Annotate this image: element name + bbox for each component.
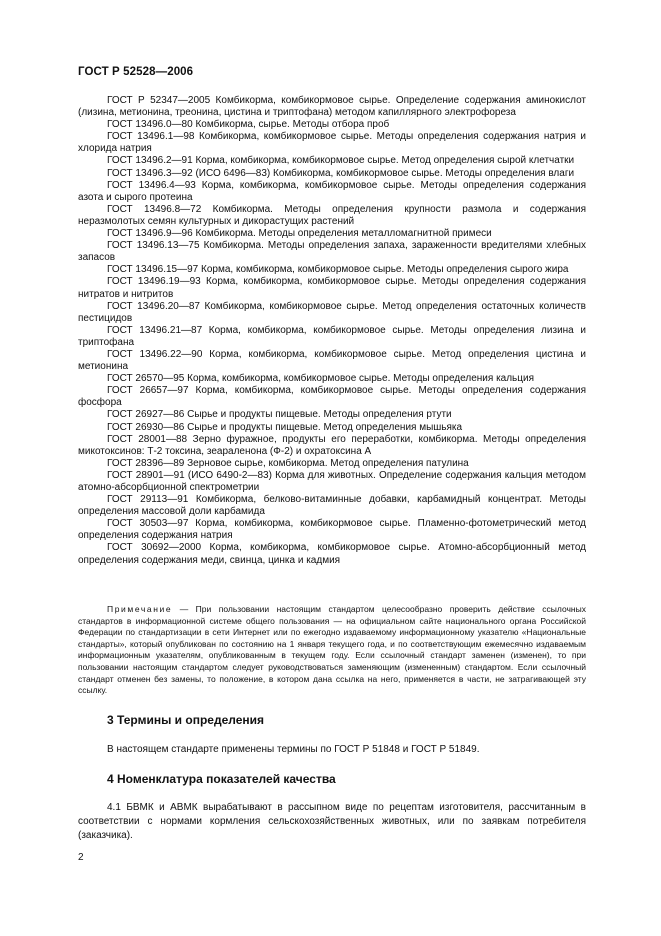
reference-item: ГОСТ 13496.8—72 Комбикорма. Методы определения крупности размола и содержания неразмолотых семян культурных и дикорастущих растений [78, 203, 586, 227]
reference-item: ГОСТ 13496.21—87 Корма, комбикорма, комбикормовое сырье. Методы определения лизина и триптофана [78, 324, 586, 348]
page-number: 2 [78, 852, 84, 863]
paragraph: В настоящем стандарте применены термины по ГОСТ Р 51848 и ГОСТ Р 51849. [107, 744, 480, 755]
note-label: Примечание [107, 604, 173, 614]
reference-item: ГОСТ 13496.13—75 Комбикорма. Методы определения запаха, зараженности вредителями хлебных запасов [78, 240, 586, 264]
note-block [78, 604, 586, 697]
reference-item: ГОСТ 29113—91 Комбикорма, белково-витаминные добавки, карбамидный концентрат. Методы определения массовой доли карбамида [78, 494, 586, 518]
reference-item: ГОСТ 13496.2—91 Корма, комбикорма, комбикормовое сырье. Метод определения сырой клетчатки [107, 155, 575, 167]
reference-item: ГОСТ 26930—86 Сырье и продукты пищевые. Метод определения мышьяка [107, 421, 463, 433]
reference-item: ГОСТ 30503—97 Корма, комбикорма, комбикормовое сырье. Пламенно-фотометрический метод определения содержания натрия [78, 518, 586, 542]
section-heading-quality: 4 Номенклатура показателей качества [107, 772, 336, 786]
reference-item: ГОСТ 26927—86 Сырье и продукты пищевые. Методы определения ртути [107, 409, 452, 421]
reference-item: ГОСТ 13496.22—90 Корма, комбикорма, комбикормовое сырье. Метод определения цистина и метионина [78, 348, 586, 373]
reference-item: ГОСТ 28001—88 Зерно фуражное, продукты его переработки, комбикорма. Методы определения микотоксинов: Т-2 токсина, зеараленона (Ф-2) и охратоксина А [78, 433, 586, 457]
reference-item: ГОСТ 28396—89 Зерновое сырье, комбикорма. Метод определения патулина [107, 457, 469, 469]
reference-item: ГОСТ 13496.20—87 Комбикорма, комбикормовое сырье. Метод определения остаточных количеств пестицидов [78, 300, 586, 324]
page-header: ГОСТ Р 52528—2006 [78, 66, 194, 78]
reference-item: ГОСТ 28901—91 (ИСО 6490-2—83) Корма для животных. Определение содержания кальция методом атомно-абсорбционной спектрометрии [78, 469, 586, 493]
reference-item: ГОСТ 26570—95 Корма, комбикорма, комбикормовое сырье. Методы определения кальция [107, 373, 534, 385]
reference-item: ГОСТ 13496.19—93 Корма, комбикорма, комбикормовое сырье. Методы определения содержания нитратов и нитритов [78, 276, 586, 300]
note-text: — При пользовании настоящим стандартом целесообразно проверить действие ссылочных стандартов в информационной системе общего пользования — на официальном сайте национального органа Российской Федерации по стандартизации в сети Интернет или по ежегодно издаваемому информационному указателю «Национальные стандарты», который опубликован по состоянию на 1 января текущего года, и по соответствующим ежемесячно издаваемым информационным указателям, опубликованным в текущем году. Если ссылочный стандарт заменен (изменен), то при пользовании настоящим стандартом следует руководствоваться заменяющим (измененным) стандартом. Если ссылочный стандарт отменен без замены, то положение, в котором дана ссылка на него, применяется в части, не затрагивающей эту ссылку. [78, 604, 586, 696]
reference-item: ГОСТ 13496.3—92 (ИСО 6496—83) Комбикорма, комбикормовое сырье. Методы определения влаги [107, 167, 575, 179]
section-quality-body [78, 801, 586, 842]
reference-item: ГОСТ 26657—97 Корма, комбикорма, комбикормовое сырье. Методы определения содержания фосфора [78, 385, 586, 409]
section-heading-terms: 3 Термины и определения [107, 713, 265, 727]
reference-item: ГОСТ 13496.0—80 Комбикорма, сырье. Методы отбора проб [107, 119, 390, 131]
normative-references-list [78, 95, 586, 567]
reference-item: ГОСТ 13496.1—98 Комбикорма, комбикормовое сырье. Методы определения содержания натрия и хлорида натрия [78, 131, 586, 155]
reference-item: ГОСТ 13496.4—93 Корма, комбикорма, комбикормовое сырье. Методы определения содержания азота и сырого протеина [78, 179, 586, 203]
reference-item: ГОСТ 13496.9—96 Комбикорма. Методы определения металломагнитной примеси [107, 228, 492, 240]
paragraph: 4.1 БВМК и АВМК вырабатывают в рассыпном виде по рецептам изготовителя, рассчитанным в соответствии с нормами кормления сельскохозяйственных животных, или по заявкам потребителя (заказчика). [78, 802, 586, 841]
reference-item: ГОСТ 30692—2000 Корма, комбикорма, комбикормовое сырье. Атомно-абсорбционный метод определения содержания меди, свинца, цинка и кадмия [78, 542, 586, 566]
reference-item: ГОСТ Р 52347—2005 Комбикорма, комбикормовое сырье. Определение содержания аминокислот (лизина, метионина, треонина, цистина и триптофана) методом капиллярного электрофореза [78, 95, 586, 119]
section-terms-body [78, 744, 586, 756]
reference-item: ГОСТ 13496.15—97 Корма, комбикорма, комбикормовое сырье. Методы определения сырого жира [107, 264, 569, 276]
